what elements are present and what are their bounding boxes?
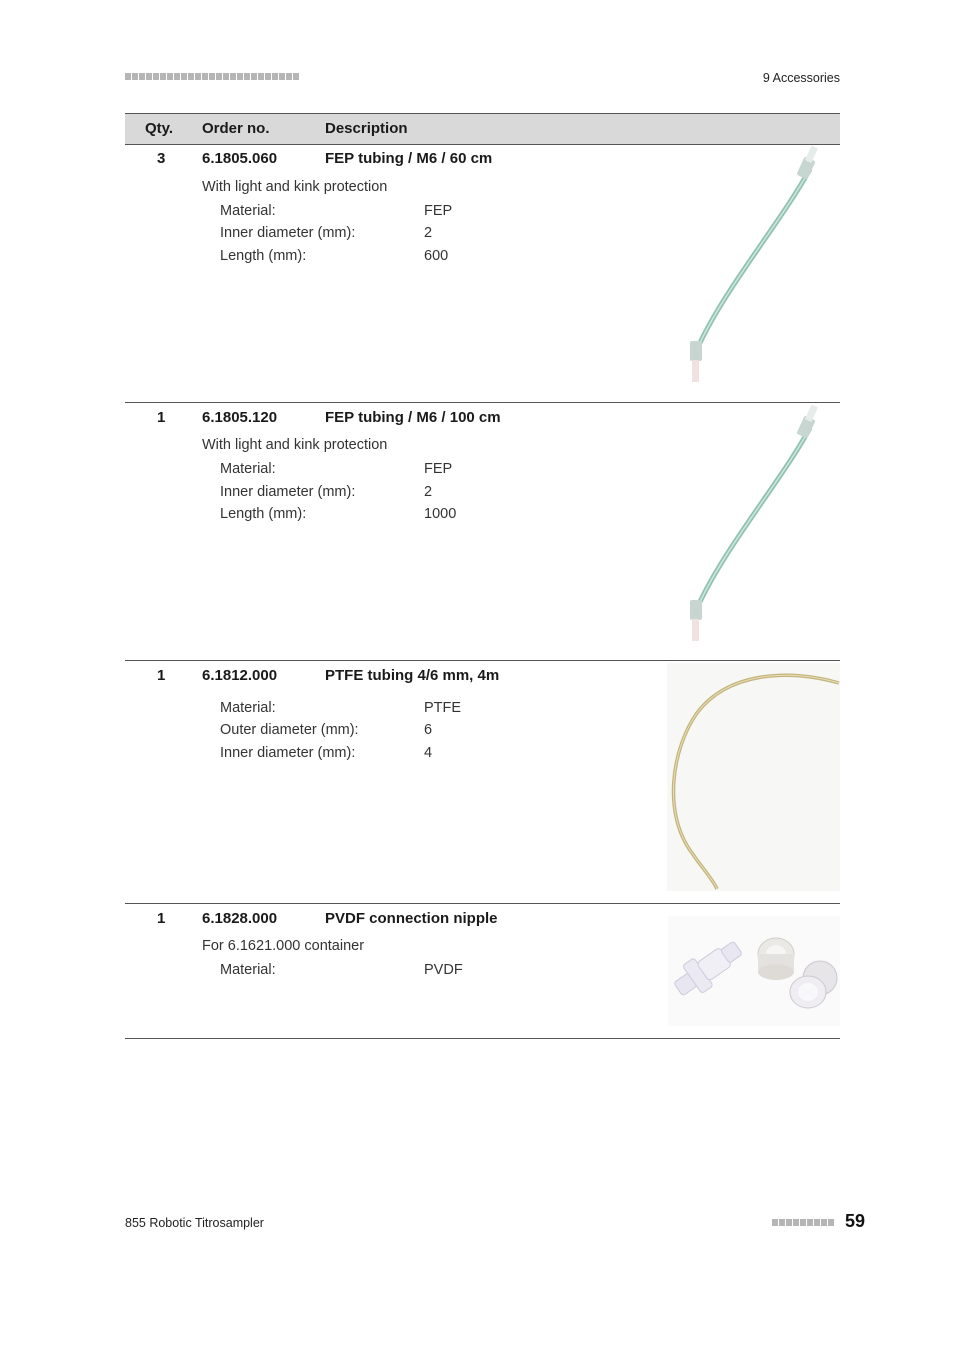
table-row: 1 6.1805.120 FEP tubing / M6 / 100 cm With light and kink protection Material: FEP Inner diameter (mm): 2 Length (mm): 1000 [125, 403, 840, 660]
connection-nipple-image [668, 916, 840, 1026]
row-order-no: 6.1805.120 [202, 409, 278, 426]
row-title: PVDF connection nipple [325, 910, 498, 927]
section-title: 9 Accessories [762, 71, 840, 85]
fep-tubing-image [680, 403, 840, 648]
footer-product: 855 Robotic Titrosampler [125, 1216, 264, 1230]
table-row: 1 6.1812.000 PTFE tubing 4/6 mm, 4m Material: PTFE Outer diameter (mm): 6 Inner diameter (mm): 4 [125, 661, 840, 903]
table-header [125, 113, 840, 145]
accessories-table [125, 113, 840, 978]
column-description: Description [325, 120, 408, 137]
row-title: FEP tubing / M6 / 100 cm [325, 409, 501, 426]
ptfe-tubing-image [667, 663, 840, 891]
row-qty: 1 [157, 409, 166, 426]
row-note: With light and kink protection [202, 437, 388, 453]
row-qty: 1 [157, 667, 166, 684]
row-title: PTFE tubing 4/6 mm, 4m [325, 667, 500, 684]
row-qty: 3 [157, 150, 166, 167]
table-row: 1 6.1828.000 PVDF connection nipple For 6.1621.000 container Material: PVDF [125, 904, 840, 1038]
row-order-no: 6.1805.060 [202, 150, 278, 167]
row-qty: 1 [157, 910, 166, 927]
row-note: With light and kink protection [202, 179, 388, 195]
column-order-no: Order no. [202, 120, 270, 137]
page-number: 59 [845, 1211, 866, 1231]
table-row: 3 6.1805.060 FEP tubing / M6 / 60 cm With light and kink protection Material: FEP Inner diameter (mm): 2 Length (mm): 600 [125, 144, 840, 402]
footer-decoration [772, 1219, 834, 1226]
fep-tubing-image [680, 144, 840, 389]
row-order-no: 6.1812.000 [202, 667, 278, 684]
row-note: For 6.1621.000 container [202, 938, 365, 954]
row-title: FEP tubing / M6 / 60 cm [325, 150, 493, 167]
header-decoration [125, 73, 299, 81]
column-qty: Qty. [145, 120, 174, 137]
row-order-no: 6.1828.000 [202, 910, 278, 927]
